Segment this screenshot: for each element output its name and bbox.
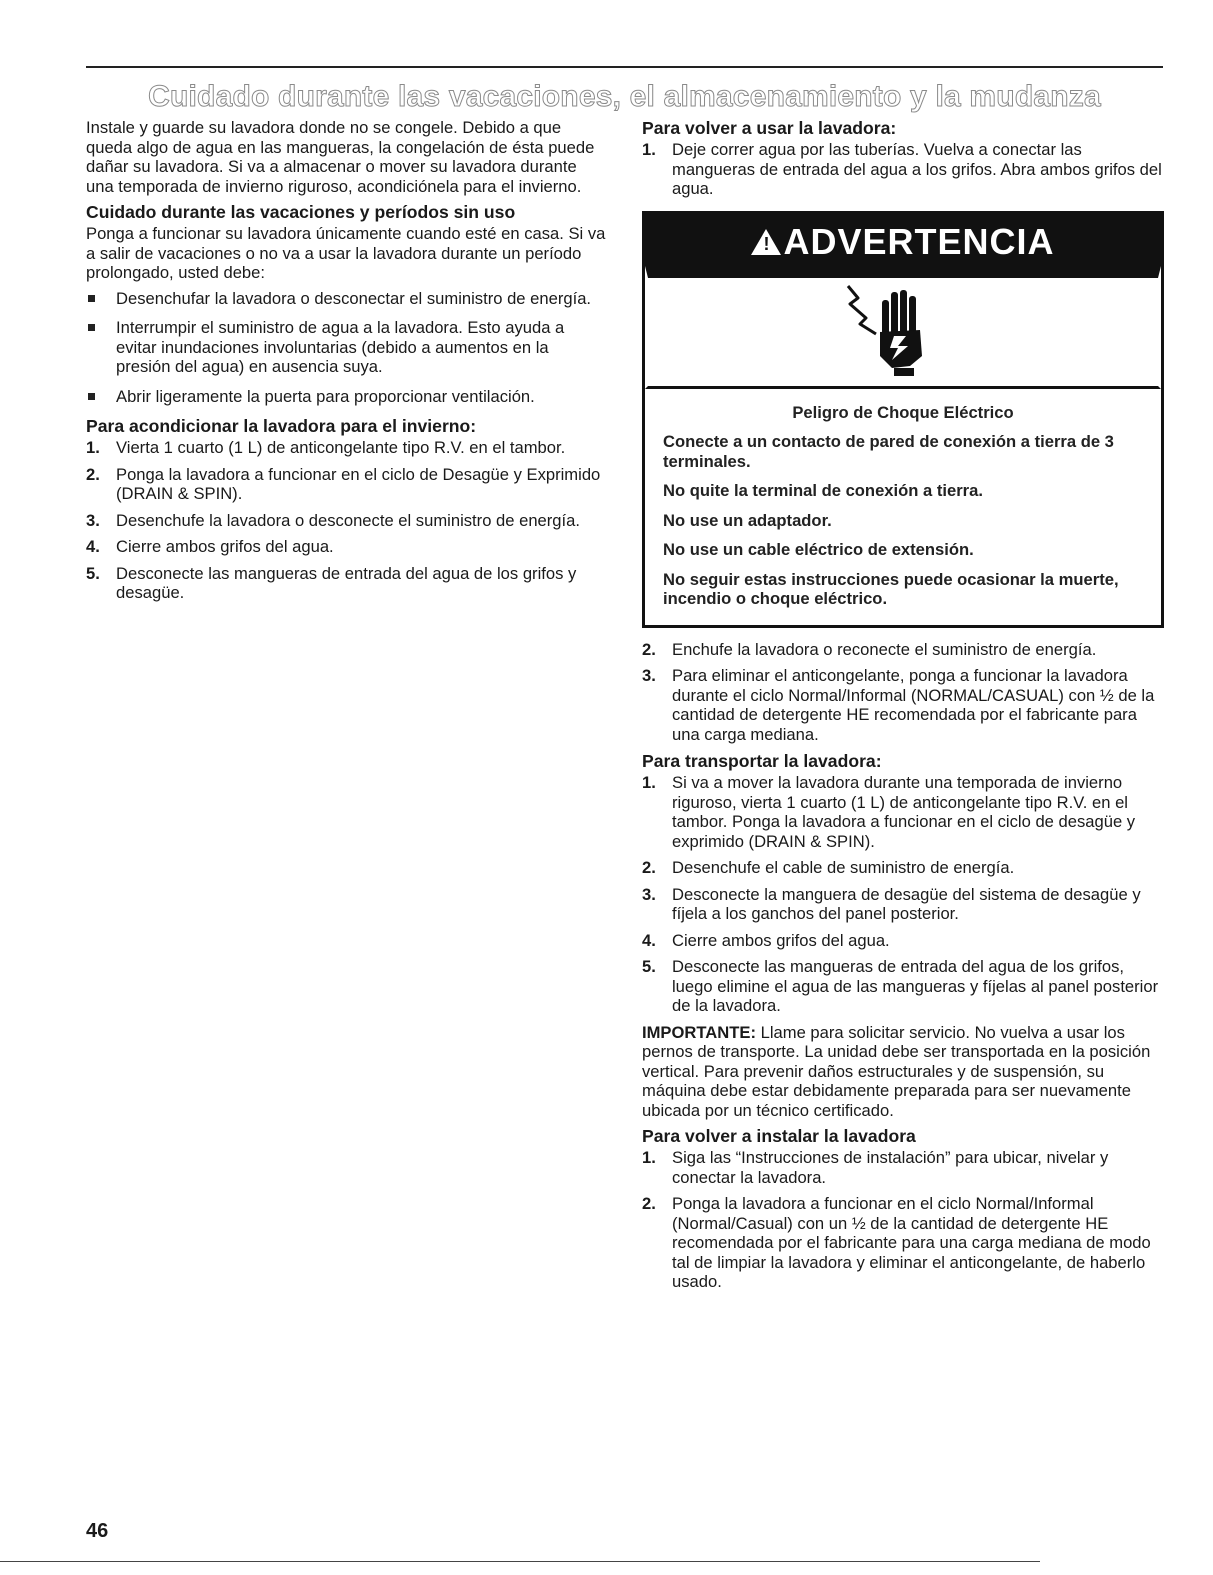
list-item	[642, 773, 1164, 851]
warning-line: No seguir estas instrucciones puede ocasionar la muerte, incendio o choque eléctrico.	[663, 569, 1119, 608]
bullet-square-icon	[88, 295, 95, 302]
list-item	[642, 666, 1164, 744]
step-number: 1.	[642, 773, 656, 792]
warning-icon-area	[645, 266, 1161, 389]
step-number: 1.	[86, 438, 100, 457]
left-column	[86, 118, 606, 610]
list-item	[86, 438, 606, 458]
step-number: 1.	[642, 140, 656, 159]
warning-header	[645, 214, 1161, 266]
reinstall-step-list	[642, 1148, 1164, 1292]
list-item	[642, 140, 1164, 199]
list-item	[642, 640, 1164, 660]
important-label: IMPORTANTE:	[642, 1022, 756, 1042]
step-number: 4.	[86, 537, 100, 556]
step-text: Desconecte las mangueras de entrada del agua de los grifos y desagüe.	[116, 563, 577, 602]
transport-step-list	[642, 773, 1164, 1016]
step-number: 5.	[642, 957, 656, 976]
warning-line: No use un adaptador.	[663, 510, 832, 530]
step-number: 4.	[642, 930, 656, 950]
list-item	[642, 957, 1164, 1016]
warning-triangle-icon: !	[751, 229, 781, 255]
page-number: 46	[86, 1520, 109, 1542]
step-text: Cierre ambos grifos del agua.	[672, 930, 890, 950]
step-text: Ponga la lavadora a funcionar en el ciclo de Desagüe y Exprimido (DRAIN & SPIN).	[116, 464, 601, 503]
list-item	[642, 1194, 1164, 1292]
step-number: 3.	[86, 510, 100, 530]
list-item	[86, 564, 606, 603]
list-item-text: Desenchufar la lavadora o desconectar el suministro de energía.	[116, 288, 592, 308]
step-text: Para eliminar el anticongelante, ponga a funcionar la lavadora durante el ciclo Normal/Informal (NORMAL/CASUAL) con ½ de la cantidad de detergente HE recomendada por el fabricante para una carga mediana.	[672, 666, 1155, 744]
list-item	[86, 318, 606, 377]
step-text: Deje correr agua por las tuberías. Vuelva a conectar las mangueras de entrada del agua a los grifos. Abra ambos grifos del agua.	[672, 140, 1162, 198]
step-number: 2.	[642, 639, 656, 659]
list-item	[86, 289, 606, 309]
list-item-text: Interrumpir el suministro de agua a la lavadora. Esto ayuda a evitar inundaciones involuntarias (debido a aumentos en la presión del agua) en ausencia suya.	[116, 318, 565, 376]
important-text: Llame para solicitar servicio. No vuelva a usar los pernos de transporte. La unidad debe ser transportada en la posición vertical. Para prevenir daños estructurales y de suspensión, su máquina debe estar debidamente preparada para ser nuevamente ubicada por un técnico certificado.	[642, 1022, 1151, 1120]
step-number: 2.	[642, 1194, 656, 1213]
reuse-step-list	[642, 140, 1164, 199]
step-text: Ponga la lavadora a funcionar en el ciclo Normal/Informal (Normal/Casual) con un ½ de la cantidad de detergente HE recomendada por el fabricante para una carga mediana de modo tal de limpiar la lavadora y eliminar el anticongelante, de haberlo usado.	[672, 1194, 1151, 1291]
list-item	[642, 931, 1164, 951]
transport-heading: Para transportar la lavadora:	[642, 751, 882, 771]
vacation-paragraph: Ponga a funcionar su lavadora únicamente cuando esté en casa. Si va a salir de vacaciones o no va a usar la lavadora durante un período prolongado, usted debe:	[86, 224, 606, 282]
step-text: Si va a mover la lavadora durante una temporada de invierno riguroso, vierta 1 cuarto (1 L) de anticongelante tipo R.V. en el tambor. Ponga la lavadora a funcionar en el ciclo de desagüe y exprimido (DRAIN & SPIN).	[672, 773, 1136, 851]
warning-line: Conecte a un contacto de pared de conexión a tierra de 3 terminales.	[663, 432, 1114, 471]
reinstall-heading: Para volver a instalar la lavadora	[642, 1126, 916, 1146]
warning-body	[645, 389, 1161, 625]
step-text: Desenchufe la lavadora o desconecte el suministro de energía.	[116, 510, 580, 530]
list-item	[642, 885, 1164, 924]
electric-shock-hand-icon	[836, 284, 966, 379]
warning-title: ADVERTENCIA	[783, 220, 1055, 262]
vacation-heading: Cuidado durante las vacaciones y períodos sin uso	[86, 202, 516, 222]
list-item	[642, 858, 1164, 878]
step-text: Enchufe la lavadora o reconecte el suministro de energía.	[672, 639, 1097, 659]
step-text: Desconecte la manguera de desagüe del sistema de desagüe y fíjela a los ganchos del panel posterior.	[672, 884, 1141, 923]
list-item	[86, 465, 606, 504]
right-column	[642, 118, 1164, 1299]
important-note	[642, 1023, 1164, 1121]
winterize-heading: Para acondicionar la lavadora para el invierno:	[86, 416, 477, 436]
bullet-square-icon	[88, 324, 95, 331]
step-text: Desenchufe el cable de suministro de energía.	[672, 858, 1015, 877]
step-text: Vierta 1 cuarto (1 L) de anticongelante tipo R.V. en el tambor.	[116, 438, 566, 457]
bottom-rule	[0, 1561, 1040, 1562]
list-item	[86, 387, 606, 407]
warning-line: No quite la terminal de conexión a tierra.	[663, 481, 983, 500]
list-item	[86, 537, 606, 557]
step-number: 2.	[642, 858, 656, 877]
bullet-square-icon	[88, 393, 95, 400]
list-item	[642, 1148, 1164, 1187]
top-rule	[86, 66, 1163, 68]
step-text: Cierre ambos grifos del agua.	[116, 537, 334, 556]
step-number: 1.	[642, 1148, 656, 1167]
step-number: 2.	[86, 464, 100, 484]
winterize-step-list	[86, 438, 606, 603]
list-item	[86, 511, 606, 531]
list-item-text: Abrir ligeramente la puerta para proporcionar ventilación.	[116, 386, 535, 406]
intro-paragraph: Instale y guarde su lavadora donde no se congele. Debido a que queda algo de agua en las mangueras, la congelación de ésta puede dañar su lavadora. Si va a almacenar o mover su lavadora durante una temporada de invierno riguroso, acondiciónela para el invierno.	[86, 118, 595, 196]
warning-hazard-label: Peligro de Choque Eléctrico	[792, 402, 1014, 422]
warning-line: No use un cable eléctrico de extensión.	[663, 540, 974, 559]
step-text: Desconecte las mangueras de entrada del agua de los grifos, luego elimine el agua de las mangueras y fíjelas al panel posterior de la lavadora.	[672, 957, 1159, 1015]
step-number: 3.	[642, 884, 656, 904]
warning-box	[642, 211, 1164, 628]
step-number: 5.	[86, 563, 100, 583]
step-number: 3.	[642, 666, 656, 685]
vacation-bullet-list	[86, 289, 606, 407]
page-title: Cuidado durante las vacaciones, el almacenamiento y la mudanza	[148, 80, 1101, 113]
step-text: Siga las “Instrucciones de instalación” para ubicar, nivelar y conectar la lavadora.	[672, 1148, 1109, 1187]
reuse-step-list-continued	[642, 640, 1164, 745]
reuse-heading: Para volver a usar la lavadora:	[642, 118, 897, 138]
